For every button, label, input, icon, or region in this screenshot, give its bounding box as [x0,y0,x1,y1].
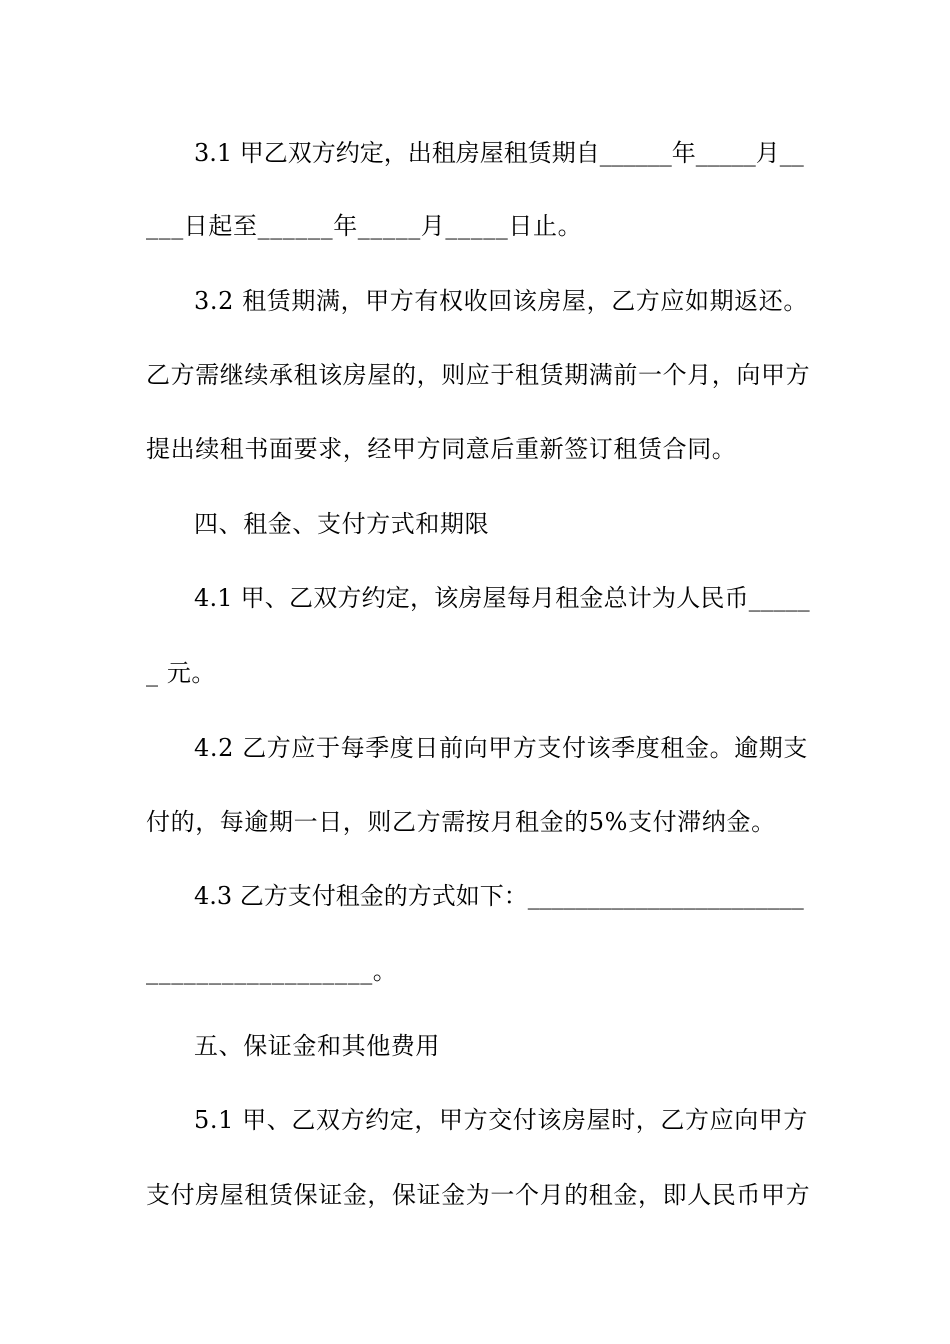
clause-4-1-line-1: 4.1 甲、乙双方约定，该房屋每月租金总计为人民币_____ [194,584,810,612]
clause-4-2-line-1: 4.2 乙方应于每季度日前向甲方支付该季度租金。逾期支 [194,734,808,762]
clause-4-3-line-2: __________________。 [146,957,398,985]
clause-3-1-line-1: 3.1 甲乙双方约定，出租房屋租赁期自______年_____月__ [194,139,804,167]
section-5-heading: 五、保证金和其他费用 [194,1032,440,1060]
clause-3-1-line-2: ___日起至______年_____月_____日止。 [146,212,583,240]
clause-4-1-line-2: _ 元。 [146,659,217,687]
clause-3-2-line-2: 乙方需继续承租该房屋的，则应于租赁期满前一个月，向甲方 [146,361,811,389]
clause-4-3-line-1: 4.3 乙方支付租金的方式如下：_______________________ [194,882,804,910]
section-4-heading: 四、租金、支付方式和期限 [194,510,490,538]
clause-5-1-line-1: 5.1 甲、乙双方约定，甲方交付该房屋时，乙方应向甲方 [194,1106,808,1134]
clause-3-2-line-3: 提出续租书面要求，经甲方同意后重新签订租赁合同。 [146,435,737,463]
clause-3-2-line-1: 3.2 租赁期满，甲方有权收回该房屋，乙方应如期返还。 [194,287,808,315]
clause-5-1-line-2: 支付房屋租赁保证金，保证金为一个月的租金，即人民币甲方 [146,1181,811,1209]
clause-4-2-line-2: 付的，每逾期一日，则乙方需按月租金的5%支付滞纳金。 [146,808,776,836]
